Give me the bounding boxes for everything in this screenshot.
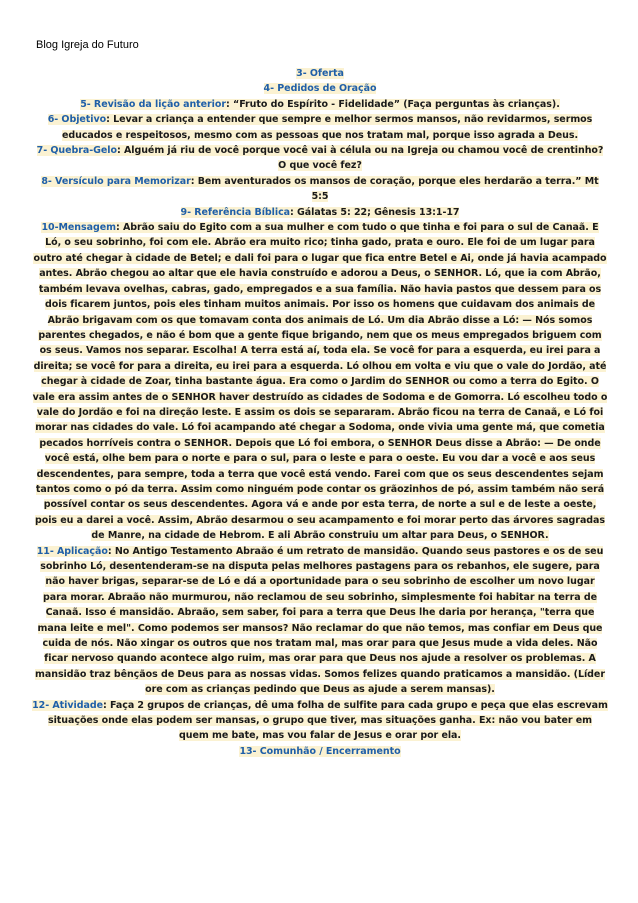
message-text: : Abrão saiu do Egito com a sua mulher e com tudo o que tinha e foi para o sul de Canaã. E Ló, o seu sobrinho, foi com ele. Abrão era muito rico; tinha gado, prata e ouro. Ele foi de um lugar para outro até chegar à cidade de Betel; e dali foi para o lugar que fica entre Betel e Ai, onde já havia acampado antes. Abrão chegou ao altar que ele havia construído e adorou a Deus, o SENHOR. Ló, que ia com Abrão, também levava ovelhas, cabras, gado, empregados e a sua família. Não havia pastos que dessem para os dois ficarem juntos, pois eles tinham muitos animais. Por isso os homens que cuidavam dos animais de Abrão brigavam com os que tomavam conta dos animais de Ló. Um dia Abrão disse a Ló: — Nós somos parentes chegados, e não é bom que a gente fique brigando, nem que os meus empregados briguem com os seus. Vamos nos separar. Escolha! A terra está aí, toda ela. Se você for para a esquerda, eu irei para a direita; se você for para a direita, eu irei para a esquerda. Ló olhou em volta e viu que o vale do Jordão, até chegar à cidade de Zoar, tinha bastante água. Era como o Jardim do SENHOR ou como a terra do Egito. O vale era assim antes de o SENHOR haver destruído as cidades de Sodoma e de Gomorra. Ló escolheu todo o vale do Jordão e foi na direção leste. E assim os dois se separaram. Abrão ficou na terra de Canaã, e Ló foi morar nas cidades do vale. Ló foi acampando até chegar a Sodoma, onde vivia uma gente má, que cometia pecados horríveis contra o SENHOR. Depois que Ló foi embora, o SENHOR Deus disse a Abrão: — De onde você está, olhe bem para o norte e para o sul, para o leste e para o oeste. Eu vou dar a você e aos seus descendentes, para sempre, toda a terra que você está vendo. Farei com que os seus descendentes sejam tantos como o pó da terra. Assim como ninguém pode contar os grãozinhos de pó, assim também não será possível contar os seus descendentes. Agora vá e ande por esta terra, de norte a sul e de leste a oeste, pois eu a darei a você. Assim, Abrão desarmou o seu acampamento e foi morar perto das árvores sagradas de Manre, na cidade de Hebrom. E ali Abrão construiu um altar para Deus, o SENHOR. [32, 222, 608, 542]
icebreaker-text: : Alguém já riu de você porque você vai à célula ou na Igreja ou chamou você de crentinho? O que você fez? [116, 145, 604, 172]
blog-header: Blog Igreja do Futuro [36, 39, 139, 51]
section-closing [32, 744, 608, 759]
objective-text: : Levar a criança a entender que sempre e melhor sermos mansos, não revidarmos, sermos educados e respeitosos, mesmo com as pessoas que nos tratam mal, porque isso agrada a Deus. [61, 114, 593, 141]
objective-label: 6- Objetivo [47, 114, 107, 126]
bible-reference-label: 9- Referência Bíblica [180, 206, 291, 218]
section-memory-verse [32, 174, 608, 205]
closing-label: 13- Comunhão / Encerramento [239, 745, 401, 757]
section-objective [32, 112, 608, 143]
application-text: : No Antigo Testamento Abraão é um retrato de mansidão. Quando seus pastores e os de seu sobrinho Ló, desentenderam-se na disputa pelas melhores pastagens para os rebanhos, ele sugere, para não haver brigas, separar-se de Ló e dá a oportunidade para o seu sobrinho de escolher um novo lugar para morar. Abraão não murmurou, não reclamou de seu sobrinho, simplesmente foi habitar na terra de Canaã. Isso é mansidão. Abraão, sem saber, foi para a terra que Deus lhe daria por herança, "terra que mana leite e mel". Como podemos ser mansos? Não reclamar do que não temos, mas confiar em Deus que cuida de nós. Não xingar os outros que nos tratam mal, mas orar para que Jesus mude a vida deles. Não ficar nervoso quando acontece algo ruim, mas orar para que Deus nos ajude a resolver os problemas. A mansidão traz bênçãos de Deus para as nossas vidas. Somos felizes quando praticamos a mansidão. (Líder ore com as crianças pedindo que Deus as ajude a serem mansas). [35, 545, 605, 696]
offering-label: 3- Oferta [296, 68, 344, 79]
lesson-content [32, 66, 608, 759]
section-activity [32, 698, 608, 744]
section-offering [32, 66, 608, 81]
bible-reference-text: : Gálatas 5: 22; Gênesis 13:1-17 [290, 206, 460, 218]
review-text: : “Fruto do Espírito - Fidelidade” (Faça perguntas às crianças). [226, 98, 560, 110]
section-application [32, 544, 608, 698]
activity-text: : Faça 2 grupos de crianças, dê uma folha de sulfite para cada grupo e peça que elas escrevam situações onde elas podem ser mansas, o grupo que tiver, mas situações ganha. Ex: não vou bater em quem me bate, mas vou falar de Jesus e orar por ela. [47, 699, 608, 742]
prayer-requests-label: 4- Pedidos de Oração [263, 83, 377, 95]
section-prayer-requests [32, 81, 608, 96]
icebreaker-label: 7- Quebra-Gelo [36, 145, 117, 157]
message-label: 10-Mensagem [41, 222, 116, 234]
review-label: 5- Revisão da lição anterior [80, 98, 227, 110]
memory-verse-label: 8- Versículo para Memorizar [41, 175, 191, 187]
section-bible-reference [32, 205, 608, 220]
section-message [32, 220, 608, 544]
memory-verse-text: : Bem aventurados os mansos de coração, porque eles herdarão a terra.” Mt 5:5 [190, 175, 599, 203]
activity-label: 12- Atividade [32, 699, 103, 711]
section-review [32, 97, 608, 112]
application-label: 11- Aplicação [36, 545, 108, 557]
section-icebreaker [32, 143, 608, 174]
